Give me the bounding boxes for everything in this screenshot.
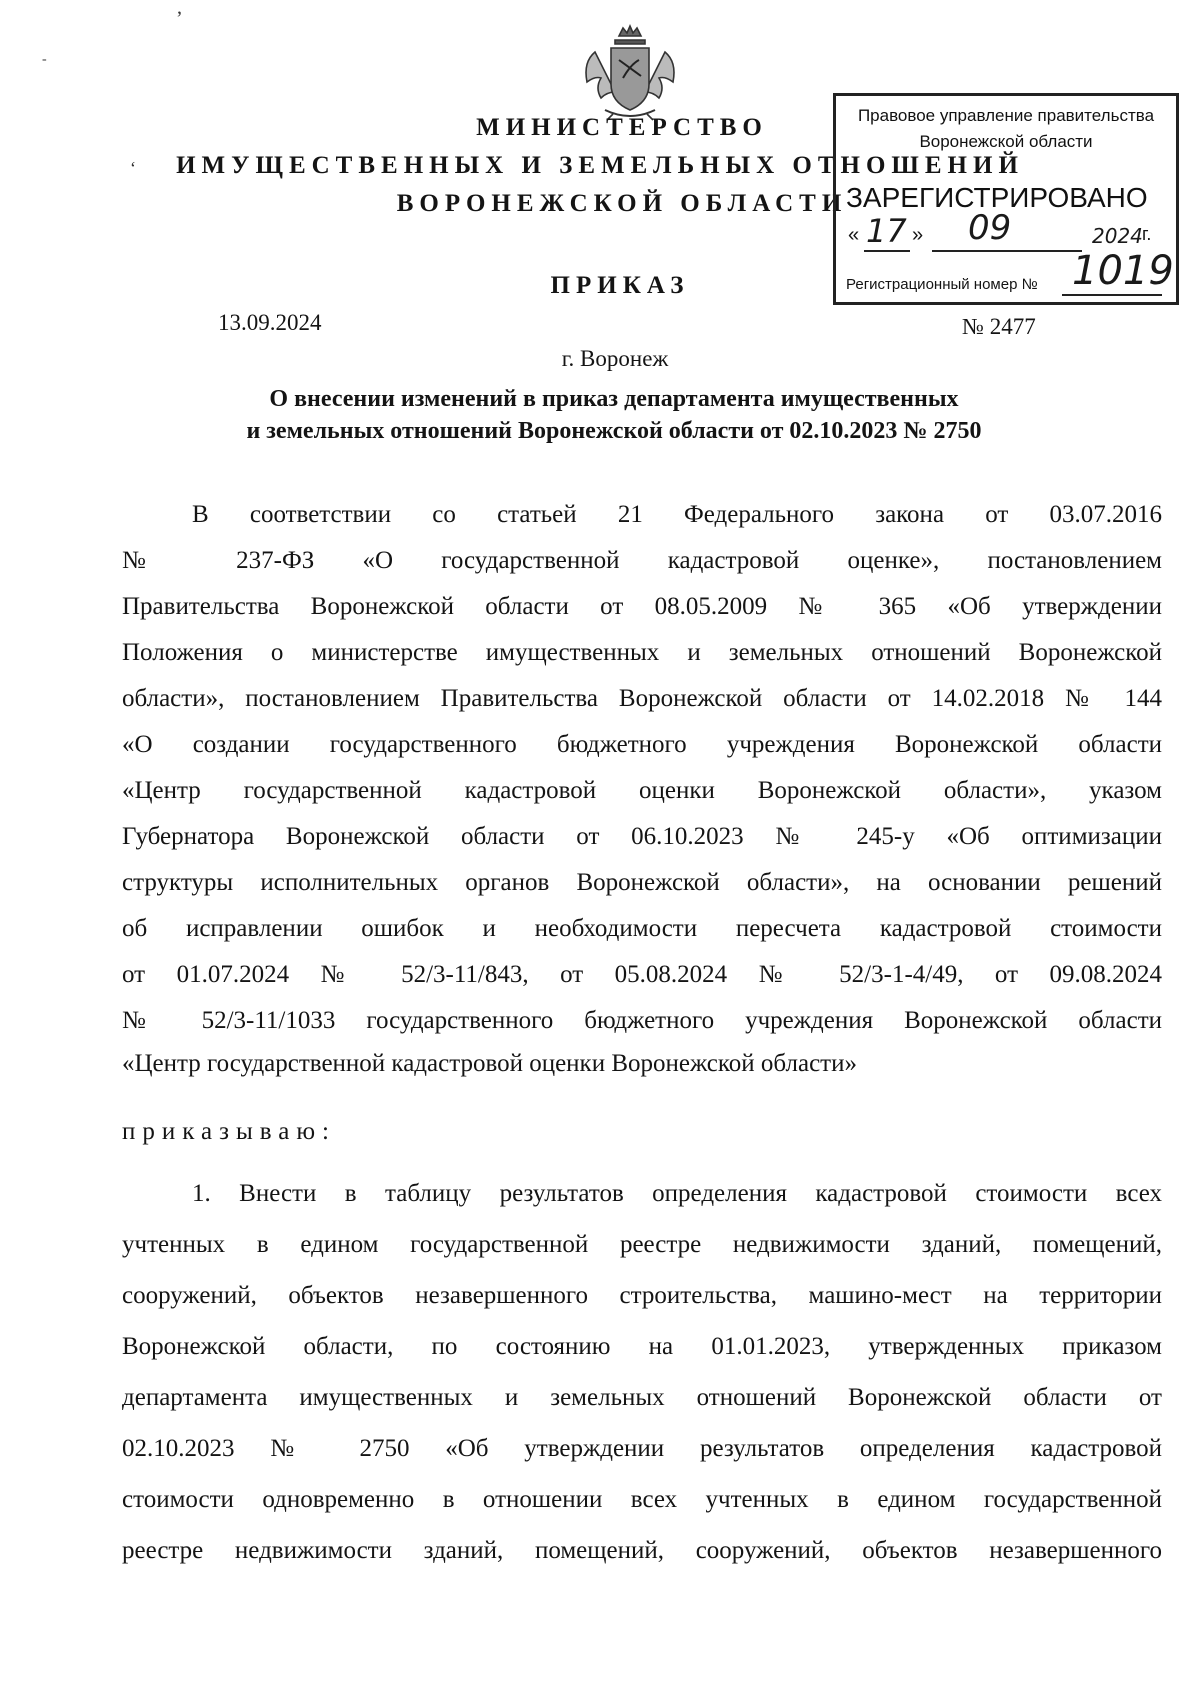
item1-line: Воронежской области, по состоянию на 01.01.2023, утвержденных приказом [122,1333,1162,1360]
preamble-line: об исправлении ошибок и необходимости пересчета кадастровой стоимости [122,915,1162,942]
item1-line: 1. Внести в таблицу результатов определения кадастровой стоимости всех [192,1180,1162,1207]
item1-line: стоимости одновременно в отношении всех учтенных в едином государственной [122,1486,1162,1513]
preamble-line: «Центр государственной кадастровой оценки Воронежской области», указом [122,777,1162,804]
scan-mark: ʼ [176,8,183,30]
scan-mark: - [42,52,47,67]
item1-paragraph [122,1168,1162,1576]
item1-line: сооружений, объектов незавершенного строительства, машино-мест на территории [122,1282,1162,1309]
stamp-reg-label: Регистрационный номер № [846,276,1038,293]
stamp-org-line1: Правовое управление правительства [857,106,1155,125]
ministry-title-line1: МИНИСТЕРСТВО [476,114,768,141]
preamble-line: № 52/3-11/1033 государственного бюджетного учреждения Воронежской области [122,1007,1162,1034]
preamble-line: структуры исполнительных органов Воронежской области», на основании решений [122,869,1162,896]
order-city: г. Воронеж [561,346,669,371]
coat-of-arms-icon [575,22,685,122]
ministry-title-line3: ВОРОНЕЖСКОЙ ОБЛАСТИ [396,190,848,217]
order-type: ПРИКАЗ [550,272,690,299]
order-title-line1: О внесении изменений в приказ департамента имущественных [269,386,959,412]
ministry-title-line2: ИМУЩЕСТВЕННЫХ И ЗЕМЕЛЬНЫХ ОТНОШЕНИЙ [176,152,1024,179]
preamble-line: № 237-ФЗ «О государственной кадастровой оценке», постановлением [122,547,1162,574]
preamble-paragraph [122,492,1162,1084]
item1-line: реестре недвижимости зданий, помещений, сооружений, объектов незавершенного [122,1537,1162,1564]
stamp-status: ЗАРЕГИСТРИРОВАНО [846,182,1148,213]
stamp-quote-close: » [912,224,924,246]
item1-line: 02.10.2023 № 2750 «Об утверждении результатов определения кадастровой [122,1435,1162,1462]
stamp-day-line [864,250,910,252]
stamp-reg-number: 1019 [1072,248,1174,294]
order-date: 13.09.2024 [218,310,322,335]
stamp-day: 17 [866,212,907,250]
preamble-line: от 01.07.2024 № 52/3-11/843, от 05.08.2024 № 52/3-1-4/49, от 09.08.2024 [122,961,1162,988]
stamp-month-line [932,250,1082,252]
stamp-quote-open: « [848,224,860,246]
scan-mark: ʻ [130,158,136,178]
order-word: приказываю: [122,1118,336,1145]
stamp-org-line2: Воронежской области [919,132,1093,151]
preamble-line: «Центр государственной кадастровой оценки Воронежской области» [122,1050,857,1077]
preamble-line: Правительства Воронежской области от 08.05.2009 № 365 «Об утверждении [122,593,1162,620]
order-title-line2: и земельных отношений Воронежской области от 02.10.2023 № 2750 [246,418,982,444]
item1-line: департамента имущественных и земельных отношений Воронежской области от [122,1384,1162,1411]
item1-line: учтенных в едином государственной реестре недвижимости зданий, помещений, [122,1231,1162,1258]
preamble-line: В соответствии со статьей 21 Федерального закона от 03.07.2016 [192,501,1162,528]
order-number: № 2477 [962,314,1036,339]
preamble-line: Губернатора Воронежской области от 06.10.2023 № 245-у «Об оптимизации [122,823,1162,850]
preamble-line: Положения о министерстве имущественных и земельных отношений Воронежской [122,639,1162,666]
stamp-year: 2024 [1092,224,1143,248]
stamp-year-suffix: г. [1142,224,1152,244]
stamp-month: 09 [968,208,1012,248]
preamble-line: области», постановлением Правительства Воронежской области от 14.02.2018 № 144 [122,685,1162,712]
preamble-line: «О создании государственного бюджетного учреждения Воронежской области [122,731,1162,758]
